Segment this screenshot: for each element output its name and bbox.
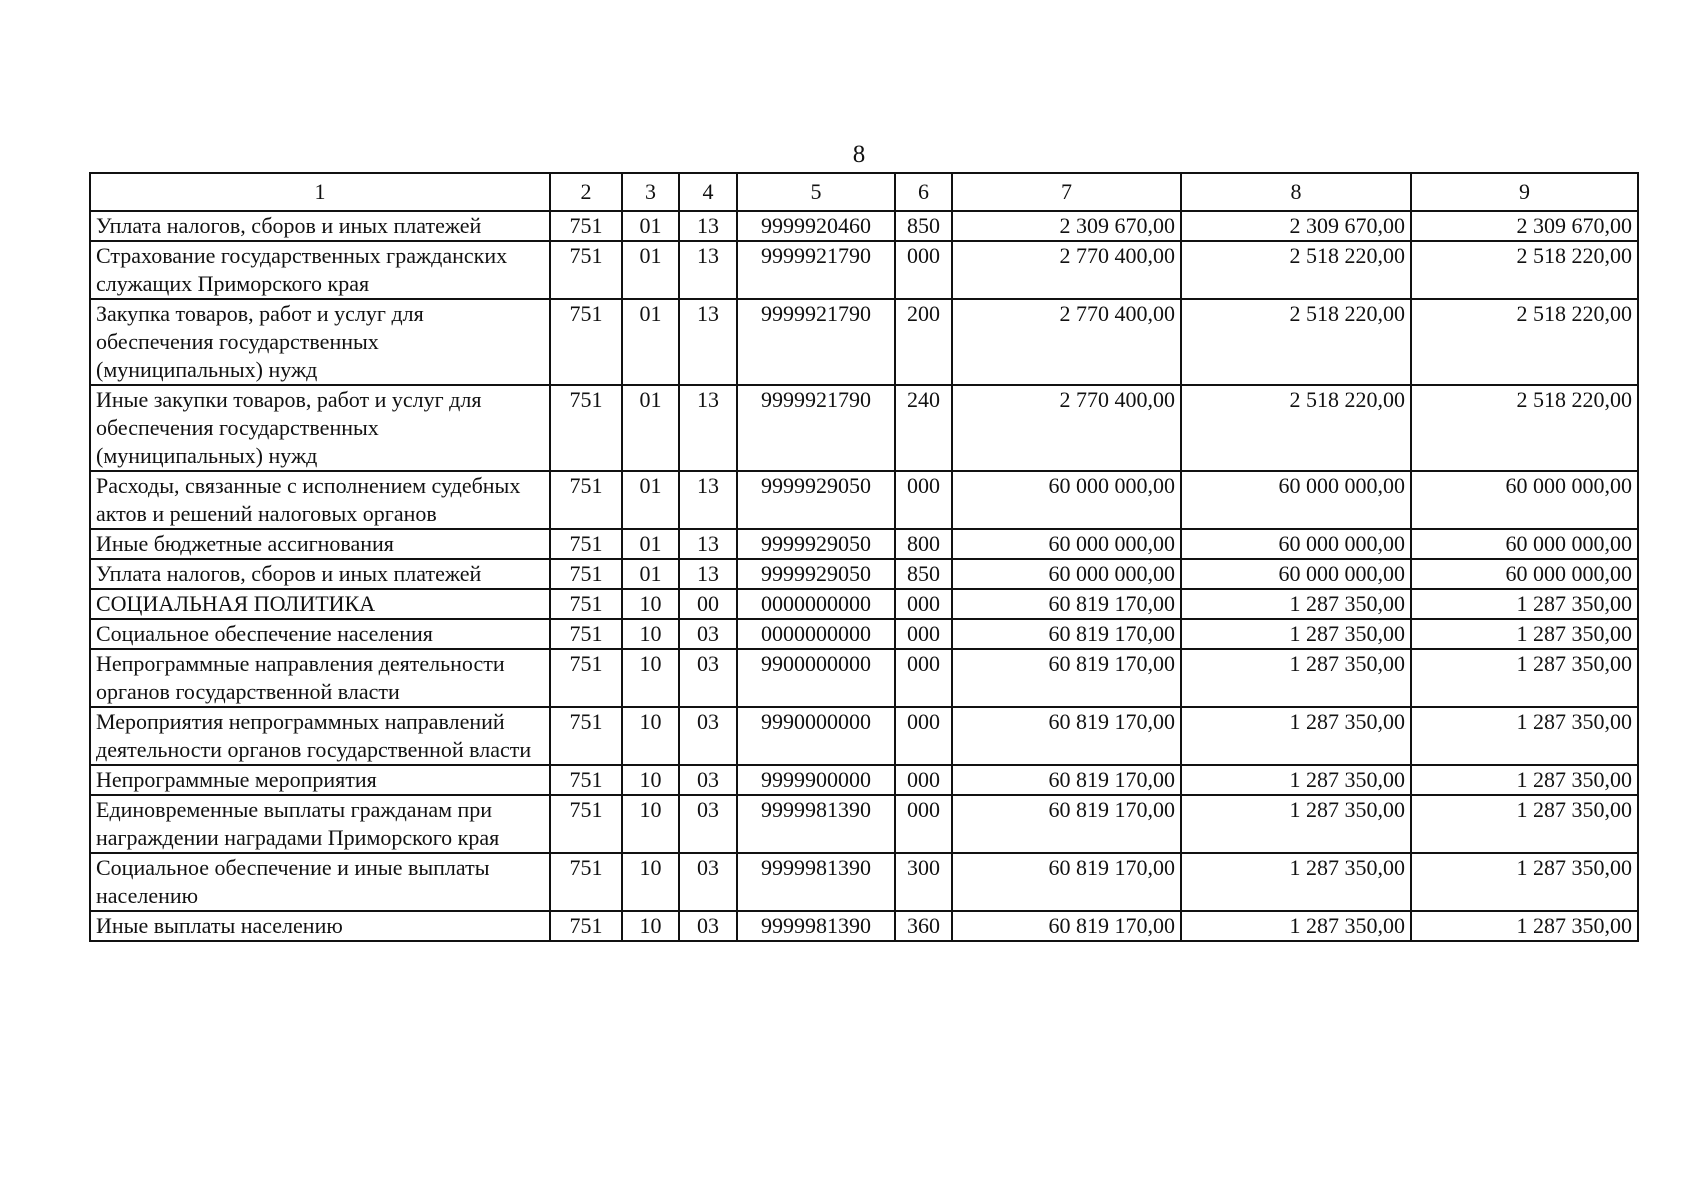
subsection-cell: 03 — [679, 765, 737, 795]
target-article-cell: 9999981390 — [737, 911, 895, 941]
section-cell: 10 — [622, 853, 679, 911]
expense-type-cell: 000 — [895, 649, 952, 707]
expense-type-cell: 000 — [895, 707, 952, 765]
target-article-cell: 9999921790 — [737, 385, 895, 471]
row-name: Непрограммные направления деятельности органов государственной власти — [90, 649, 550, 707]
amount-cell: 1 287 350,00 — [1411, 765, 1638, 795]
row-name: СОЦИАЛЬНАЯ ПОЛИТИКА — [90, 589, 550, 619]
row-name: Иные выплаты населению — [90, 911, 550, 941]
amount-cell: 1 287 350,00 — [1181, 911, 1411, 941]
section-cell: 01 — [622, 529, 679, 559]
expense-type-cell: 000 — [895, 471, 952, 529]
amount-cell: 1 287 350,00 — [1181, 589, 1411, 619]
target-article-cell: 9999921790 — [737, 299, 895, 385]
row-name: Иные бюджетные ассигнования — [90, 529, 550, 559]
target-article-cell: 9999921790 — [737, 241, 895, 299]
column-header: 2 — [550, 173, 622, 211]
amount-cell: 1 287 350,00 — [1181, 765, 1411, 795]
amount-cell: 60 000 000,00 — [1181, 559, 1411, 589]
expense-type-cell: 240 — [895, 385, 952, 471]
row-name: Социальное обеспечение и иные выплаты населению — [90, 853, 550, 911]
table-row — [90, 471, 1638, 529]
expense-type-cell: 850 — [895, 559, 952, 589]
target-article-cell: 9900000000 — [737, 649, 895, 707]
code-cell: 751 — [550, 559, 622, 589]
amount-cell: 2 309 670,00 — [952, 211, 1181, 241]
subsection-cell: 03 — [679, 853, 737, 911]
column-header: 6 — [895, 173, 952, 211]
section-cell: 10 — [622, 911, 679, 941]
amount-cell: 1 287 350,00 — [1411, 649, 1638, 707]
code-cell: 751 — [550, 471, 622, 529]
amount-cell: 2 309 670,00 — [1411, 211, 1638, 241]
table-row — [90, 619, 1638, 649]
target-article-cell: 9999920460 — [737, 211, 895, 241]
expense-type-cell: 850 — [895, 211, 952, 241]
code-cell: 751 — [550, 765, 622, 795]
amount-cell: 1 287 350,00 — [1181, 853, 1411, 911]
amount-cell: 2 770 400,00 — [952, 385, 1181, 471]
subsection-cell: 13 — [679, 211, 737, 241]
code-cell: 751 — [550, 795, 622, 853]
code-cell: 751 — [550, 211, 622, 241]
code-cell: 751 — [550, 853, 622, 911]
expense-type-cell: 000 — [895, 619, 952, 649]
header-row — [90, 173, 1638, 211]
amount-cell: 60 000 000,00 — [952, 471, 1181, 529]
subsection-cell: 03 — [679, 911, 737, 941]
subsection-cell: 00 — [679, 589, 737, 619]
table-row — [90, 299, 1638, 385]
section-cell: 10 — [622, 795, 679, 853]
amount-cell: 1 287 350,00 — [1181, 795, 1411, 853]
amount-cell: 2 518 220,00 — [1181, 385, 1411, 471]
amount-cell: 1 287 350,00 — [1411, 911, 1638, 941]
target-article-cell: 9999929050 — [737, 529, 895, 559]
table-row — [90, 559, 1638, 589]
amount-cell: 60 819 170,00 — [952, 911, 1181, 941]
target-article-cell: 9999929050 — [737, 471, 895, 529]
expense-type-cell: 200 — [895, 299, 952, 385]
code-cell: 751 — [550, 299, 622, 385]
amount-cell: 2 770 400,00 — [952, 241, 1181, 299]
column-header: 4 — [679, 173, 737, 211]
table-row — [90, 765, 1638, 795]
section-cell: 01 — [622, 559, 679, 589]
table-row — [90, 211, 1638, 241]
target-article-cell: 9999981390 — [737, 853, 895, 911]
amount-cell: 1 287 350,00 — [1411, 619, 1638, 649]
amount-cell: 60 819 170,00 — [952, 707, 1181, 765]
amount-cell: 60 000 000,00 — [1181, 471, 1411, 529]
table-row — [90, 589, 1638, 619]
target-article-cell: 9999981390 — [737, 795, 895, 853]
amount-cell: 2 518 220,00 — [1181, 241, 1411, 299]
subsection-cell: 13 — [679, 385, 737, 471]
subsection-cell: 13 — [679, 529, 737, 559]
section-cell: 10 — [622, 619, 679, 649]
table-row — [90, 795, 1638, 853]
subsection-cell: 13 — [679, 299, 737, 385]
target-article-cell: 0000000000 — [737, 589, 895, 619]
section-cell: 01 — [622, 385, 679, 471]
subsection-cell: 13 — [679, 471, 737, 529]
expense-type-cell: 000 — [895, 795, 952, 853]
target-article-cell: 9999929050 — [737, 559, 895, 589]
section-cell: 01 — [622, 299, 679, 385]
table-row — [90, 853, 1638, 911]
amount-cell: 60 819 170,00 — [952, 765, 1181, 795]
amount-cell: 60 819 170,00 — [952, 853, 1181, 911]
amount-cell: 2 309 670,00 — [1181, 211, 1411, 241]
amount-cell: 1 287 350,00 — [1181, 619, 1411, 649]
amount-cell: 60 000 000,00 — [1411, 559, 1638, 589]
row-name: Уплата налогов, сборов и иных платежей — [90, 211, 550, 241]
expense-type-cell: 800 — [895, 529, 952, 559]
code-cell: 751 — [550, 385, 622, 471]
subsection-cell: 03 — [679, 795, 737, 853]
column-header: 8 — [1181, 173, 1411, 211]
row-name: Иные закупки товаров, работ и услуг для обеспечения государственных (муниципальных) нужд — [90, 385, 550, 471]
section-cell: 01 — [622, 471, 679, 529]
expense-type-cell: 300 — [895, 853, 952, 911]
section-cell: 10 — [622, 765, 679, 795]
code-cell: 751 — [550, 619, 622, 649]
expense-type-cell: 360 — [895, 911, 952, 941]
amount-cell: 60 819 170,00 — [952, 619, 1181, 649]
row-name: Уплата налогов, сборов и иных платежей — [90, 559, 550, 589]
code-cell: 751 — [550, 241, 622, 299]
section-cell: 01 — [622, 241, 679, 299]
expense-type-cell: 000 — [895, 589, 952, 619]
amount-cell: 1 287 350,00 — [1411, 853, 1638, 911]
table-row — [90, 707, 1638, 765]
row-name: Расходы, связанные с исполнением судебных актов и решений налоговых органов — [90, 471, 550, 529]
table-row — [90, 241, 1638, 299]
row-name: Мероприятия непрограммных направлений деятельности органов государственной власти — [90, 707, 550, 765]
amount-cell: 1 287 350,00 — [1181, 649, 1411, 707]
code-cell: 751 — [550, 911, 622, 941]
amount-cell: 2 518 220,00 — [1411, 241, 1638, 299]
amount-cell: 60 000 000,00 — [952, 559, 1181, 589]
budget-table — [89, 172, 1639, 942]
column-header: 3 — [622, 173, 679, 211]
amount-cell: 60 000 000,00 — [1411, 529, 1638, 559]
amount-cell: 1 287 350,00 — [1411, 795, 1638, 853]
page-number: 8 — [852, 141, 866, 168]
table-row — [90, 529, 1638, 559]
amount-cell: 60 000 000,00 — [952, 529, 1181, 559]
section-cell: 01 — [622, 211, 679, 241]
row-name: Непрограммные мероприятия — [90, 765, 550, 795]
code-cell: 751 — [550, 649, 622, 707]
amount-cell: 1 287 350,00 — [1411, 589, 1638, 619]
column-header: 1 — [90, 173, 550, 211]
amount-cell: 60 819 170,00 — [952, 649, 1181, 707]
amount-cell: 60 819 170,00 — [952, 795, 1181, 853]
table-row — [90, 911, 1638, 941]
row-name: Страхование государственных гражданских служащих Приморского края — [90, 241, 550, 299]
row-name: Единовременные выплаты гражданам при награждении наградами Приморского края — [90, 795, 550, 853]
amount-cell: 1 287 350,00 — [1181, 707, 1411, 765]
amount-cell: 2 518 220,00 — [1181, 299, 1411, 385]
target-article-cell: 9990000000 — [737, 707, 895, 765]
target-article-cell: 0000000000 — [737, 619, 895, 649]
amount-cell: 60 819 170,00 — [952, 589, 1181, 619]
table-row — [90, 649, 1638, 707]
column-header: 7 — [952, 173, 1181, 211]
column-header: 9 — [1411, 173, 1638, 211]
subsection-cell: 03 — [679, 707, 737, 765]
expense-type-cell: 000 — [895, 241, 952, 299]
amount-cell: 1 287 350,00 — [1411, 707, 1638, 765]
code-cell: 751 — [550, 707, 622, 765]
column-header: 5 — [737, 173, 895, 211]
subsection-cell: 13 — [679, 559, 737, 589]
row-name: Закупка товаров, работ и услуг для обеспечения государственных (муниципальных) нужд — [90, 299, 550, 385]
code-cell: 751 — [550, 589, 622, 619]
row-name: Социальное обеспечение населения — [90, 619, 550, 649]
table-row — [90, 385, 1638, 471]
subsection-cell: 03 — [679, 619, 737, 649]
target-article-cell: 9999900000 — [737, 765, 895, 795]
amount-cell: 2 518 220,00 — [1411, 299, 1638, 385]
expense-type-cell: 000 — [895, 765, 952, 795]
section-cell: 10 — [622, 649, 679, 707]
section-cell: 10 — [622, 707, 679, 765]
section-cell: 10 — [622, 589, 679, 619]
amount-cell: 2 518 220,00 — [1411, 385, 1638, 471]
table-body — [90, 211, 1638, 941]
amount-cell: 60 000 000,00 — [1411, 471, 1638, 529]
subsection-cell: 13 — [679, 241, 737, 299]
amount-cell: 60 000 000,00 — [1181, 529, 1411, 559]
subsection-cell: 03 — [679, 649, 737, 707]
code-cell: 751 — [550, 529, 622, 559]
amount-cell: 2 770 400,00 — [952, 299, 1181, 385]
